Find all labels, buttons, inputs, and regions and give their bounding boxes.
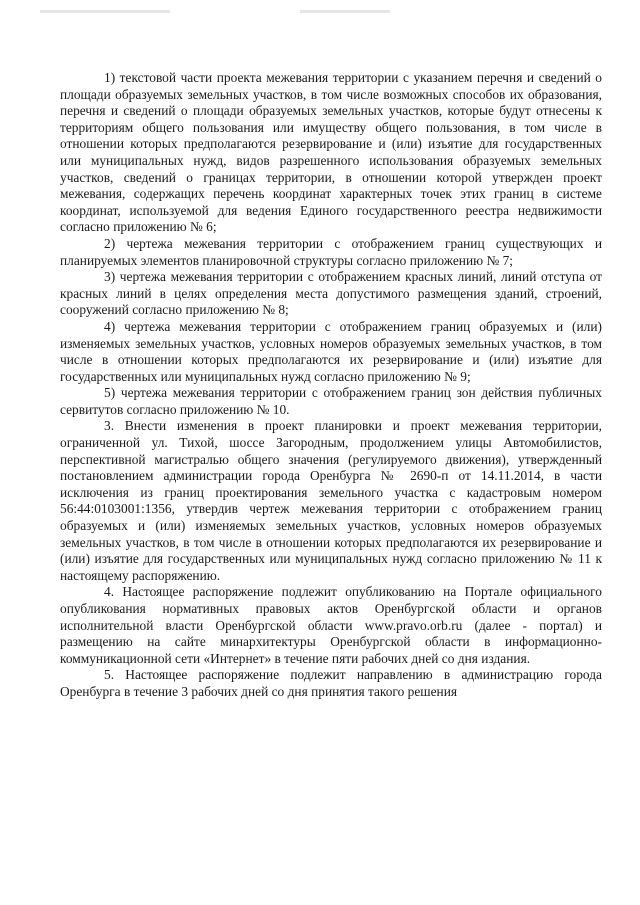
paragraph-section-3: 3. Внести изменения в проект планировки и проект межевания территории, ограниченной ул. Тихой, шоссе Загородным, продолжением улицы Автомобилистов, перспективной магистралью общего значения (регулируемого движения), утвержденный постановлением администрации города Оренбурга № 2690-п от 14.11.2014, в части исключения из границ проектирования земельного участка с кадастровым номером 56:44:0103001:1356, утвердив чертеж межевания территории с отображением границ образуемых и (или) изменяемых земельных участков, условных номеров образуемых земельных участков, в том числе в отношении которых предполагаются их резервирование и (или) изъятие для государственных или муниципальных нужд согласно приложению № 11 к настоящему распоряжению.	[60, 418, 602, 583]
paragraph-item-3: 3) чертежа межевания территории с отображением красных линий, линий отступа от красных линий в целях определения места допустимого размещения зданий, строений, сооружений согласно приложению № 8;	[60, 269, 602, 318]
scan-artifact	[40, 10, 170, 13]
paragraph-item-1: 1) текстовой части проекта межевания территории с указанием перечня и сведений о площади образуемых земельных участков, в том числе возможных способов их образования, перечня и сведений о площади образуемых земельных участков, которые будут отнесены к территориям общего пользования или имуществу общего пользования, в том числе в отношении которых предполагаются резервирование и (или) изъятие для государственных или муниципальных нужд, видов разрешенного использования образуемых земельных участков, сведений о границах территории, в отношении которой утвержден проект межевания, содержащих перечень координат характерных точек этих границ в системе координат, используемой для ведения Единого государственного реестра недвижимости согласно приложению № 6;	[60, 70, 602, 235]
paragraph-item-5: 5) чертежа межевания территории с отображением границ зон действия публичных сервитутов согласно приложению № 10.	[60, 385, 602, 417]
paragraph-section-5: 5. Настоящее распоряжение подлежит направлению в администрацию города Оренбурга в течение 3 рабочих дней со дня принятия такого решения	[60, 667, 602, 699]
paragraph-item-4: 4) чертежа межевания территории с отображением границ образуемых и (или) изменяемых земельных участков, условных номеров образуемых земельных участков, в том числе в отношении которых предполагаются их резервирование и (или) изъятие для государственных или муниципальных нужд согласно приложению № 9;	[60, 318, 602, 384]
paragraph-item-2: 2) чертежа межевания территории с отображением границ существующих и планируемых элементов планировочной структуры согласно приложению № 7;	[60, 235, 602, 268]
paragraph-section-4: 4. Настоящее распоряжение подлежит опубликованию на Портале официального опубликования нормативных правовых актов Оренбургской области и органов исполнительной власти Оренбургской области www.pravo.orb.ru (далее - портал) и размещению на сайте минархитектуры Оренбургской области в информационно-коммуникационной сети «Интернет» в течение пяти рабочих дней со дня издания.	[60, 584, 602, 666]
scan-artifact	[300, 10, 390, 13]
